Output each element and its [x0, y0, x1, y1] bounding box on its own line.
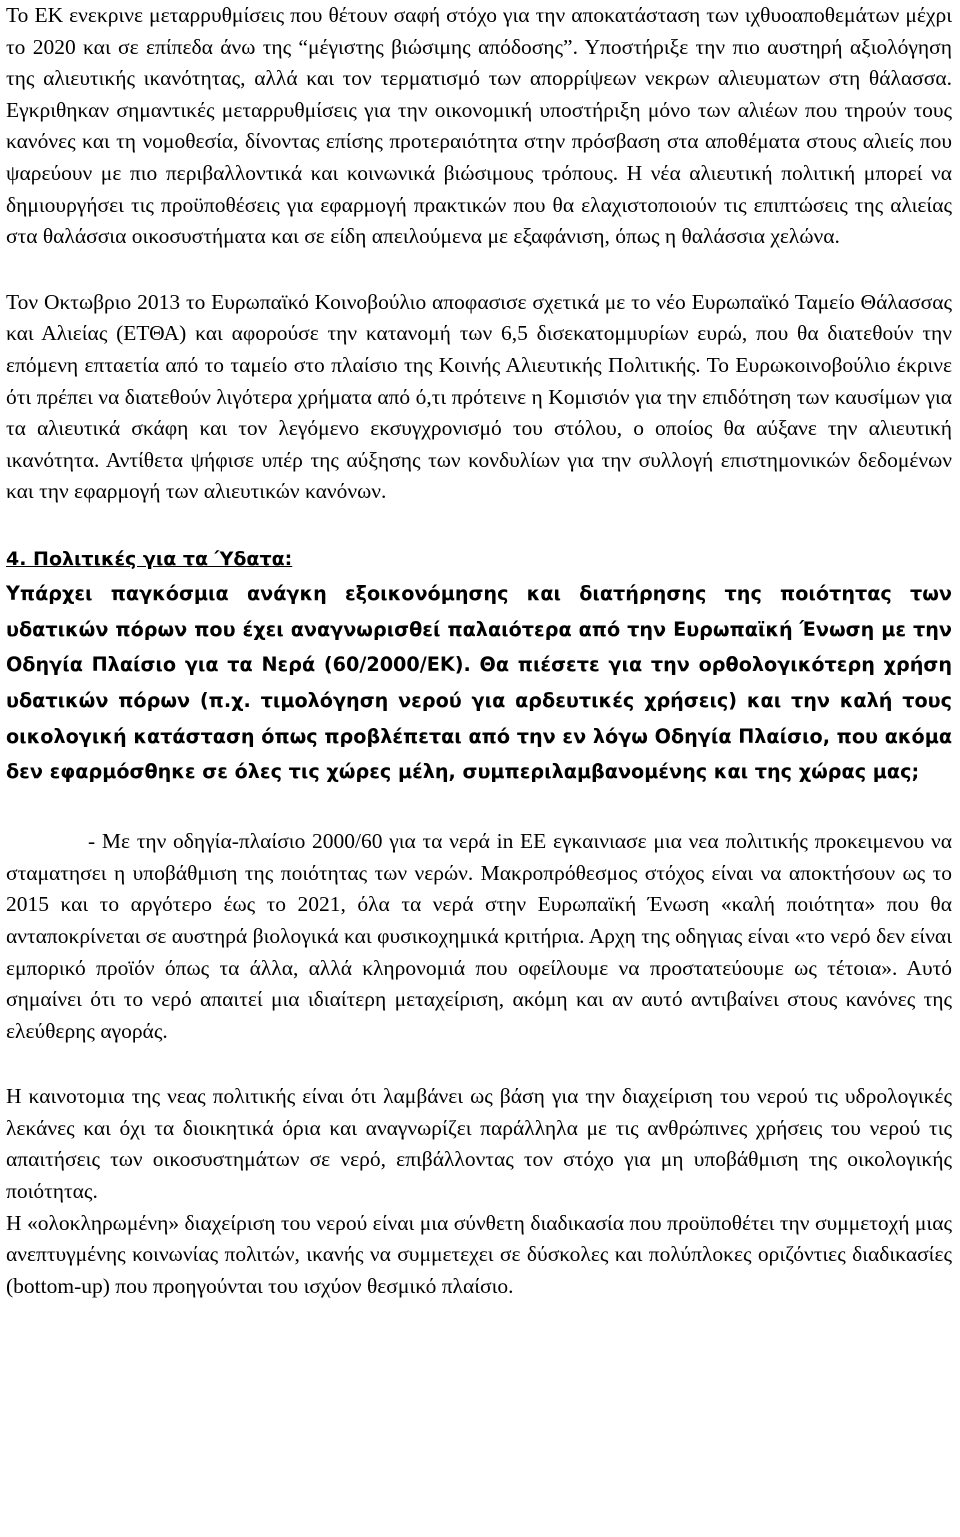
paragraph-water-framework-directive: - Με την οδηγία-πλαίσιο 2000/60 για τα νερά in ΕΕ εγκαινιασε μια νεα πολιτικής προκειμενου να σταματησει η υποβάθμιση της ποιότητας των νερών. Μακροπρόθεσμος στόχος είναι να αποκτήσουν ως το 2015 και το αργότερο έως το 2021, όλα τα νερά στην Ευρωπαϊκή Ένωση «καλή ποιότητα» που θα ανταποκρίνεται σε αυστηρά βιολογικά και φυσικοχημικά κριτήρια. Αρχη της οδηγιας είναι «το νερό δεν είναι εμπορικό προϊόν όπως τα άλλα, αλλά κληρονομιά που οφείλουμε να προστατεύουμε ως τέτοια». Αυτό σημαίνει ότι το νερό απαιτεί μια ιδιαίτερη μεταχείριση, ακόμη και αν αυτό αντιβαίνει στους κανόνες της ελεύθερης αγοράς.	[6, 829, 952, 1043]
paragraph-integrated-management: Η «ολοκληρωμένη» διαχείριση του νερού είναι μια σύνθετη διαδικασία που προϋποθέτει την συμμετοχή μιας ανεπτυγμένης κοινωνίας πολιτών, ικανής να συμμετεχει σε δύσκολες και πολύπλοκες οριζόντιες διαδικασίες (bottom-up) που προηγούνται του ισχύον θεσμικό πλαίσιο.	[6, 1210, 952, 1298]
paragraph-maritime-fund: Τον Οκτωβριο 2013 το Ευρωπαϊκό Κοινοβούλιο αποφασισε σχετικά με το νέο Ευρωπαϊκό Ταμείο Θάλασσας και Αλιείας (ΕΤΘΑ) και αφορούσε την κατανομή των 6,5 δισεκατομμυρίων ευρώ, που θα διατεθούν την επόμενη επταετία από το ταμείο στο πλαίσιο της Κοινής Αλιευτικής Πολιτικής. Το Ευρωκοινοβούλιο έκρινε ότι πρέπει να διατεθούν λιγότερα χρήματα από ό,τι πρότεινε η Κομισιόν για την επιδότηση των καυσίμων για τα αλιευτικά σκάφη και τον λεγόμενο εκσυγχρονισμό του στόλου, ο οποίος θα αύξανε την αλιευτική ικανότητα. Αντίθετα ψήφισε υπέρ της αύξησης των κονδυλίων για την συλλογή επιστημονικών δεδομένων και την εφαρμογή των αλιευτικών κανόνων.	[6, 289, 952, 504]
question-water-resources: Υπάρχει παγκόσμια ανάγκη εξοικονόμησης και διατήρησης της ποιότητας των υδατικών πόρων που έχει αναγνωρισθεί παλαιότερα από την Ευρωπαϊκή Ένωση με την Οδηγία Πλαίσιο για τα Νερά (60/2000/ΕΚ). Θα πιέσετε για την ορθολογικότερη χρήση υδατικών πόρων (π.χ. τιμολόγηση νερού για αρδευτικές χρήσεις) και την καλή τους οικολογική κατάσταση όπως προβλέπεται από την εν λόγω Οδηγία Πλαίσιο, που ακόμα δεν εφαρμόσθηκε σε όλες τις χώρες μέλη, συμπεριλαμβανομένης και της χώρας μας;	[6, 581, 952, 784]
document-page	[6, 0, 952, 1302]
paragraph-fisheries-reform: Το ΕΚ ενεκρινε μεταρρυθμίσεις που θέτουν σαφή στόχο για την αποκατάσταση των ιχθυοαποθεμάτων μέχρι το 2020 και σε επίπεδα άνω της “μέγιστης βιώσιμης απόδοσης”. Υποστήριξε την πιο αυστηρή αξιολόγηση της αλιευτικής ικανότητας, αλλά και τον τερματισμό των απορρίψεων νεκρων αλιευματων στη θάλασσα. Εγκριθηκαν σημαντικές μεταρρυθμίσεις για την οικονομική υποστήριξη μόνο των αλιέων που τηρούν τους κανόνες και τη νομοθεσία, δίνοντας επίσης προτεραιότητα στην πρόσβαση στα αποθέματα στους αλιείς που ψαρεύουν με πιο περιβαλλοντικά και κοινωνικά βιώσιμους τρόπους. Η νέα αλιευτική πολιτική μπορεί να δημιουργήσει τις προϋποθέσεις για εφαρμογή πρακτικών που θα ελαχιστοποιούν τις επιπτώσεις της αλιείας στα θαλάσσια οικοσυστήματα και σε είδη απειλούμενα με εξαφάνιση, όπως η θαλάσσια χελώνα.	[6, 3, 952, 249]
section-heading-water-policies: 4. Πολιτικές για τα Ύδατα:	[6, 547, 293, 570]
paragraph-river-basins: Η καινοτομια της νεας πολιτικής είναι ότι λαμβάνει ως βάση για την διαχείριση του νερού τις υδρολογικές λεκάνες και όχι τα διοικητικά όρια και αναγνωρίζει παράλληλα με τις ανθρώπινες χρήσεις του νερού τις απαιτήσεις των οικοσυστημάτων σε νερό, επιβάλλοντας τον στόχο για μη υποβάθμιση της οικολογικής ποιότητας.	[6, 1084, 952, 1204]
